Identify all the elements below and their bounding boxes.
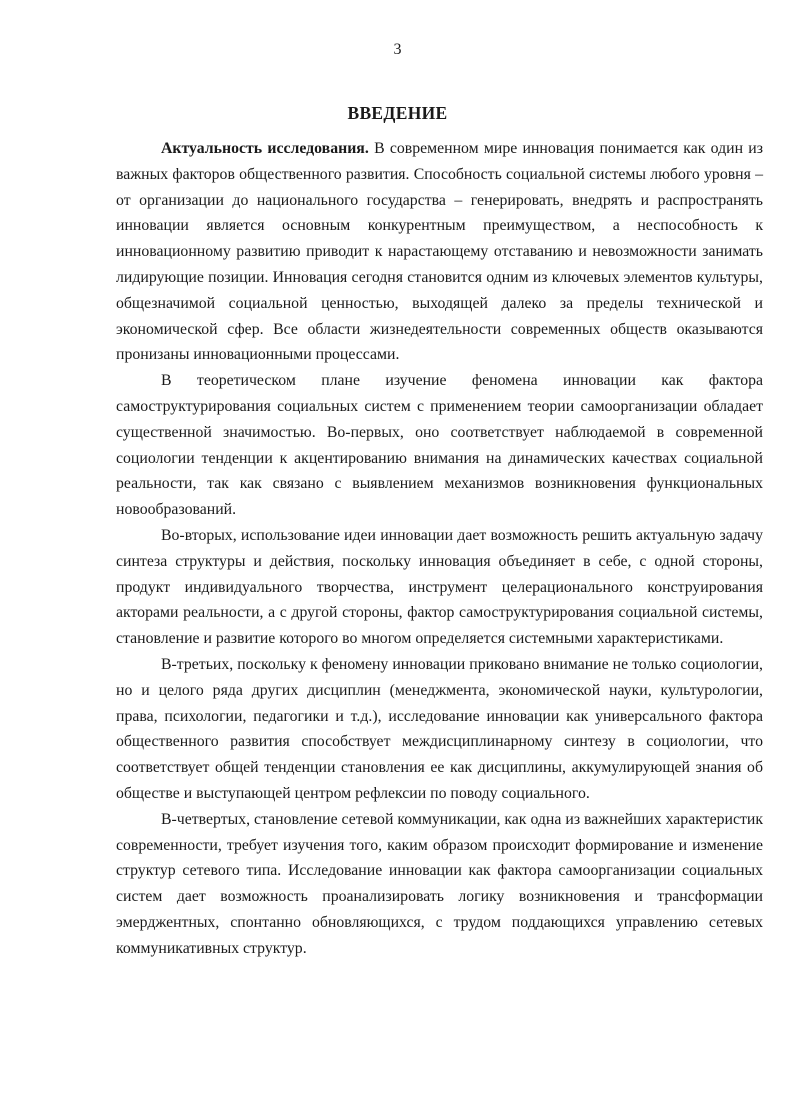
- paragraph-text: В современном мире инновация понимается как один из важных факторов общественного развития. Способность социальной системы любого уровня – от организации до национального государства – генерировать, внедрять и распространять инновации является основным конкурентным преимуществом, а неспособность к инновационному развитию приводит к нарастающему отставанию и невозможности занимать лидирующие позиции. Инновация сегодня становится одним из ключевых элементов культуры, общезначимой социальной ценностью, выходящей далеко за пределы технической и экономической сфер. Все области жизнедеятельности современных обществ оказываются пронизаны инновационными процессами.: [116, 140, 763, 364]
- paragraph-lead-in: Актуальность исследования.: [161, 140, 369, 157]
- page-number: 3: [393, 41, 402, 58]
- paragraph-fourth: В-четвертых, становление сетевой коммуникации, как одна из важнейших характеристик современности, требует изучения того, каким образом происходит формирование и изменение структур сетевого типа. Исследование инновации как фактора самоорганизации социальных систем дает возможность проанализировать логику возникновения и трансформации эмерджентных, спонтанно обновляющихся, с трудом поддающихся управлению сетевых коммуникативных структур.: [116, 810, 763, 957]
- section-title: ВВЕДЕНИЕ: [347, 103, 448, 123]
- paragraph-theoretical: В теоретическом плане изучение феномена инновации как фактора самоструктурирования социальных систем с применением теории самоорганизации обладает существенной значимостью. Во-первых, оно соответствует наблюдаемой в современной социологии тенденции к акцентированию внимания на динамических качествах социальной реальности, так как связано с выявлением механизмов возникновения функциональных новообразований.: [116, 372, 763, 519]
- paragraph-third: В-третьих, поскольку к феномену инновации приковано внимание не только социологии, но и целого ряда других дисциплин (менеджмента, экономической науки, культурологии, права, психологии, педагогики и т.д.), исследование инновации как универсального фактора общественного развития способствует междисциплинарному синтезу в социологии, что соответствует общей тенденции становления ее как дисциплины, аккумулирующей знания об обществе и выступающей центром рефлексии по поводу социального.: [116, 655, 763, 802]
- paragraph-relevance: [116, 136, 763, 368]
- body-text: [116, 136, 763, 962]
- paragraph-second: Во-вторых, использование идеи инновации дает возможность решить актуальную задачу синтеза структуры и действия, поскольку инновация объединяет в себе, с одной стороны, продукт индивидуального творчества, инструмент целерационального конструирования акторами реальности, а с другой стороны, фактор самоструктурирования социальной системы, становление и развитие которого во многом определяется системными характеристиками.: [116, 526, 763, 648]
